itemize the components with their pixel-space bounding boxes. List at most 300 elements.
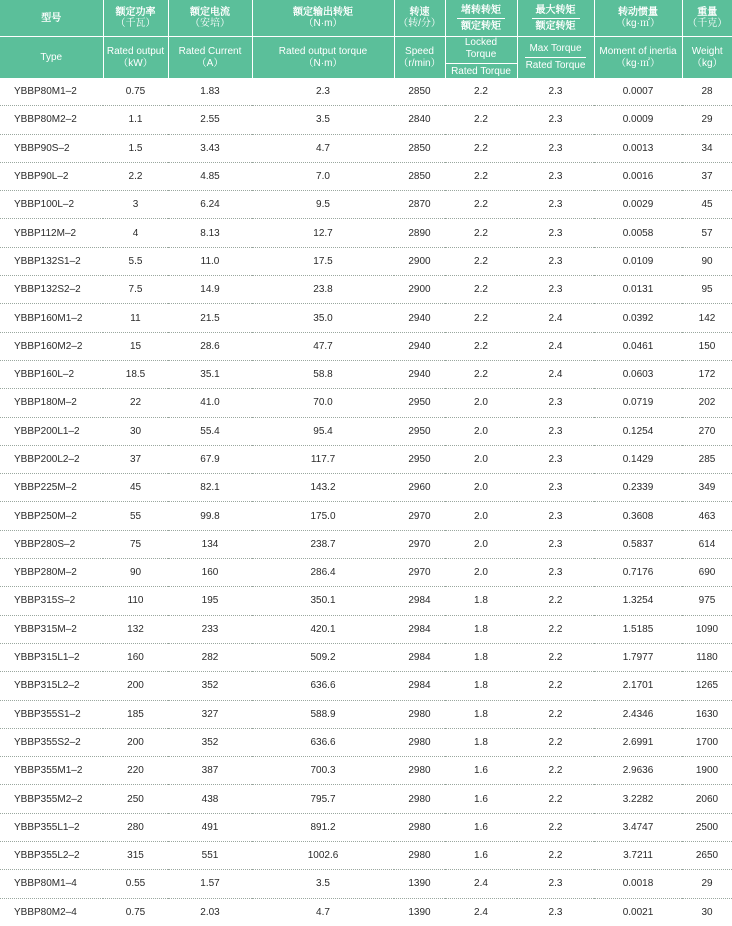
header-cn-moment-of-inertia-unit: （kg·㎡）: [616, 18, 660, 29]
cell-speed: 2940: [394, 360, 445, 388]
table-body: [0, 78, 732, 926]
cell-weight: 463: [682, 502, 732, 530]
cell-type: YBBP100L–2: [0, 191, 103, 219]
cell-type: YBBP280M–2: [0, 559, 103, 587]
cell-locked-torque-ratio: 1.8: [445, 700, 517, 728]
cell-locked-torque-ratio: 2.0: [445, 559, 517, 587]
header-cn-type-label: 型号: [41, 12, 62, 24]
table-row: [0, 445, 732, 473]
cell-rated-current: 14.9: [168, 276, 252, 304]
cell-rated-current: 491: [168, 813, 252, 841]
cell-rated-current: 21.5: [168, 304, 252, 332]
cell-locked-torque-ratio: 1.6: [445, 813, 517, 841]
cell-speed: 2980: [394, 842, 445, 870]
cell-rated-output-torque: 286.4: [252, 559, 394, 587]
cell-locked-torque-ratio: 1.8: [445, 587, 517, 615]
header-cn-locked-torque-ratio-denominator: 额定转矩: [461, 20, 501, 32]
cell-rated-output: 30: [103, 417, 168, 445]
cell-speed: 2984: [394, 615, 445, 643]
cell-max-torque-ratio: 2.3: [517, 559, 594, 587]
cell-max-torque-ratio: 2.4: [517, 360, 594, 388]
cell-max-torque-ratio: 2.4: [517, 304, 594, 332]
table-row: [0, 78, 732, 106]
cell-locked-torque-ratio: 2.2: [445, 332, 517, 360]
cell-max-torque-ratio: 2.3: [517, 276, 594, 304]
header-en-max-torque-ratio: [517, 37, 594, 79]
cell-moment-of-inertia: 0.0058: [594, 219, 682, 247]
cell-rated-current: 11.0: [168, 247, 252, 275]
cell-rated-current: 282: [168, 643, 252, 671]
cell-max-torque-ratio: 2.3: [517, 106, 594, 134]
cell-weight: 2500: [682, 813, 732, 841]
cell-rated-output: 75: [103, 530, 168, 558]
header-cn-max-torque-ratio-numerator: 最大转矩: [532, 5, 580, 19]
table-row: [0, 106, 732, 134]
cell-locked-torque-ratio: 2.0: [445, 417, 517, 445]
cell-rated-current: 352: [168, 672, 252, 700]
cell-rated-output: 55: [103, 502, 168, 530]
header-cn-moment-of-inertia-label: 转动惯量: [618, 7, 658, 18]
table-row: [0, 502, 732, 530]
cell-weight: 28: [682, 78, 732, 106]
cell-locked-torque-ratio: 2.2: [445, 247, 517, 275]
header-row-en: [0, 37, 732, 79]
cell-type: YBBP132S1–2: [0, 247, 103, 275]
cell-max-torque-ratio: 2.3: [517, 191, 594, 219]
cell-moment-of-inertia: 0.0461: [594, 332, 682, 360]
cell-max-torque-ratio: 2.3: [517, 530, 594, 558]
cell-speed: 2950: [394, 389, 445, 417]
table-row: [0, 643, 732, 671]
cell-weight: 1900: [682, 757, 732, 785]
cell-moment-of-inertia: 1.3254: [594, 587, 682, 615]
cell-weight: 30: [701, 906, 713, 918]
cell-rated-output-torque: 58.8: [252, 360, 394, 388]
cell-rated-output-torque: 509.2: [252, 643, 394, 671]
cell-rated-output-torque: 95.4: [252, 417, 394, 445]
cell-weight: 690: [682, 559, 732, 587]
cell-rated-output-torque: 23.8: [252, 276, 394, 304]
cell-rated-current: 134: [168, 530, 252, 558]
header-cn-weight: [682, 0, 732, 37]
cell-rated-output-torque: 1002.6: [252, 842, 394, 870]
cell-locked-torque-ratio: 1.8: [445, 643, 517, 671]
cell-rated-current: 55.4: [168, 417, 252, 445]
cell-rated-output-torque: 2.3: [252, 78, 394, 106]
cell-type: YBBP80M1–4: [0, 870, 103, 898]
header-en-rated-current: [168, 37, 252, 79]
table-row: [0, 728, 732, 756]
table-header: [0, 0, 732, 78]
cell-weight: 614: [682, 530, 732, 558]
cell-max-torque-ratio: 2.3: [548, 906, 563, 918]
cell-speed: 2980: [394, 757, 445, 785]
cell-weight: 29: [682, 106, 732, 134]
cell-moment-of-inertia: 0.0719: [594, 389, 682, 417]
header-en-rated-output-unit: （kW）: [118, 57, 153, 69]
table-row: [0, 559, 732, 587]
cell-rated-output-torque: 420.1: [252, 615, 394, 643]
cell-type: YBBP355S2–2: [0, 728, 103, 756]
table-row: [0, 474, 732, 502]
cell-max-torque-ratio: 2.3: [517, 134, 594, 162]
cell-rated-output: 0.75: [125, 906, 146, 918]
cell-moment-of-inertia: 1.7977: [594, 643, 682, 671]
header-en-moment-of-inertia: [594, 37, 682, 79]
table-row: [0, 813, 732, 841]
cell-rated-output-torque: 7.0: [252, 162, 394, 190]
cell-max-torque-ratio: 2.3: [517, 78, 594, 106]
cell-rated-output-torque: 3.5: [252, 870, 394, 898]
cell-speed: 2984: [394, 672, 445, 700]
cell-max-torque-ratio: 2.2: [517, 785, 594, 813]
header-en-rated-current-label: Rated Current: [178, 45, 242, 57]
cell-max-torque-ratio: 2.2: [517, 813, 594, 841]
cell-rated-output-torque: 636.6: [252, 672, 394, 700]
header-en-speed-unit: （r/min）: [398, 57, 441, 69]
cell-weight: 270: [682, 417, 732, 445]
header-cn-speed: [394, 0, 445, 37]
header-en-locked-torque-ratio-denominator: Rated Torque: [451, 66, 511, 77]
table-row: [0, 162, 732, 190]
cell-moment-of-inertia: 0.0603: [594, 360, 682, 388]
cell-speed: 2980: [394, 785, 445, 813]
cell-moment-of-inertia: 0.0131: [594, 276, 682, 304]
table-row: [0, 389, 732, 417]
cell-locked-torque-ratio: 2.0: [445, 530, 517, 558]
header-cn-rated-output-torque: [252, 0, 394, 37]
cell-rated-output-torque: 350.1: [252, 587, 394, 615]
cell-rated-output: 37: [103, 445, 168, 473]
header-cn-rated-output-label: 额定功率: [115, 7, 156, 18]
cell-rated-output: 45: [103, 474, 168, 502]
cell-speed: 2970: [394, 559, 445, 587]
cell-max-torque-ratio: 2.3: [517, 445, 594, 473]
table-row: [0, 247, 732, 275]
table-row: [0, 191, 732, 219]
cell-weight: 95: [682, 276, 732, 304]
header-cn-rated-output-unit: （千瓦）: [115, 18, 156, 29]
cell-weight: 34: [682, 134, 732, 162]
cell-locked-torque-ratio: 2.2: [445, 106, 517, 134]
cell-moment-of-inertia: 0.0016: [594, 162, 682, 190]
cell-weight: 285: [682, 445, 732, 473]
cell-rated-current: 28.6: [168, 332, 252, 360]
cell-type: YBBP355L1–2: [0, 813, 103, 841]
cell-moment-of-inertia: 0.0109: [594, 247, 682, 275]
cell-rated-output: 0.55: [103, 870, 168, 898]
cell-type: YBBP355M2–2: [0, 785, 103, 813]
cell-weight: 29: [682, 870, 732, 898]
header-row-cn: [0, 0, 732, 37]
cell-type: YBBP160L–2: [0, 360, 103, 388]
header-cn-moment-of-inertia: [594, 0, 682, 37]
cell-moment-of-inertia: 0.3608: [594, 502, 682, 530]
cell-moment-of-inertia: 0.0029: [594, 191, 682, 219]
cell-rated-output: 22: [103, 389, 168, 417]
cell-speed: 2850: [394, 134, 445, 162]
cell-weight: 142: [682, 304, 732, 332]
cell-weight: 202: [682, 389, 732, 417]
cell-rated-output: 18.5: [103, 360, 168, 388]
cell-locked-torque-ratio: 1.8: [445, 728, 517, 756]
cell-locked-torque-ratio: 2.4: [474, 906, 488, 918]
cell-rated-output-torque: 891.2: [252, 813, 394, 841]
table-row: [0, 700, 732, 728]
cell-locked-torque-ratio: 2.0: [445, 502, 517, 530]
header-cn-rated-current-unit: （安培）: [190, 18, 230, 29]
header-cn-rated-current-label: 额定电流: [190, 7, 230, 18]
cell-moment-of-inertia: 3.4747: [594, 813, 682, 841]
cell-speed: 2970: [394, 530, 445, 558]
cell-rated-current: 352: [168, 728, 252, 756]
cell-locked-torque-ratio: 2.2: [445, 162, 517, 190]
cell-rated-output-torque: 175.0: [252, 502, 394, 530]
cell-type: YBBP315L1–2: [0, 643, 103, 671]
table-row: [0, 842, 732, 870]
header-cn-speed-unit: （转/分）: [398, 18, 441, 29]
cell-type: YBBP315L2–2: [0, 672, 103, 700]
cell-weight: 45: [682, 191, 732, 219]
cell-moment-of-inertia: 0.0021: [622, 906, 654, 918]
cell-rated-current: 41.0: [168, 389, 252, 417]
header-cn-rated-output-torque-unit: （N·m）: [303, 18, 343, 29]
header-en-locked-torque-ratio: [445, 37, 517, 79]
cell-moment-of-inertia: 0.2339: [594, 474, 682, 502]
cell-moment-of-inertia: 0.0007: [594, 78, 682, 106]
cell-rated-output: 250: [103, 785, 168, 813]
cell-speed: 2970: [394, 502, 445, 530]
cell-moment-of-inertia: 2.1701: [594, 672, 682, 700]
header-en-rated-output-torque-unit: （N·m）: [303, 57, 343, 69]
cell-locked-torque-ratio: 1.8: [445, 672, 517, 700]
cell-moment-of-inertia: 2.6991: [594, 728, 682, 756]
cell-weight: 1700: [682, 728, 732, 756]
cell-rated-output: 110: [103, 587, 168, 615]
header-cn-rated-output: [103, 0, 168, 37]
cell-type: YBBP315M–2: [0, 615, 103, 643]
cell-locked-torque-ratio: 2.2: [445, 78, 517, 106]
cell-speed: 2950: [394, 445, 445, 473]
cell-type: YBBP180M–2: [0, 389, 103, 417]
cell-moment-of-inertia: 0.5837: [594, 530, 682, 558]
cell-rated-output: 280: [103, 813, 168, 841]
cell-type: YBBP160M1–2: [0, 304, 103, 332]
cell-weight: 349: [682, 474, 732, 502]
cell-max-torque-ratio: 2.2: [517, 615, 594, 643]
cell-speed: 2950: [394, 417, 445, 445]
cell-weight: 90: [682, 247, 732, 275]
cell-type: YBBP280S–2: [0, 530, 103, 558]
cell-type: YBBP315S–2: [0, 587, 103, 615]
cell-type: YBBP355L2–2: [0, 842, 103, 870]
cell-weight: 1090: [682, 615, 732, 643]
header-en-type-label: Type: [40, 51, 63, 63]
cell-rated-output-torque: 4.7: [316, 906, 330, 918]
cell-type: YBBP132S2–2: [0, 276, 103, 304]
cell-rated-output: 3: [103, 191, 168, 219]
cell-rated-current: 2.03: [200, 906, 220, 918]
header-en-weight-label: Weight: [691, 45, 723, 57]
header-en-rated-output-label: Rated output: [106, 45, 165, 57]
cell-moment-of-inertia: 3.2282: [594, 785, 682, 813]
cell-locked-torque-ratio: 1.6: [445, 757, 517, 785]
cell-rated-current: 6.24: [168, 191, 252, 219]
table-row: [0, 870, 732, 898]
table-row: [0, 360, 732, 388]
cell-max-torque-ratio: 2.3: [517, 389, 594, 417]
cell-max-torque-ratio: 2.2: [517, 757, 594, 785]
cell-speed: 2984: [394, 643, 445, 671]
cell-locked-torque-ratio: 2.0: [445, 445, 517, 473]
cell-rated-output: 0.75: [103, 78, 168, 106]
cell-rated-output-torque: 17.5: [252, 247, 394, 275]
cell-rated-output: 1.5: [103, 134, 168, 162]
cell-rated-current: 3.43: [168, 134, 252, 162]
cell-rated-output: 11: [103, 304, 168, 332]
cell-rated-output-torque: 238.7: [252, 530, 394, 558]
cell-type: YBBP80M2–4: [14, 906, 77, 918]
cell-rated-output: 200: [103, 728, 168, 756]
table-row: [0, 615, 732, 643]
header-cn-locked-torque-ratio: [445, 0, 517, 37]
cell-max-torque-ratio: 2.2: [517, 587, 594, 615]
header-cn-weight-unit: （千克）: [687, 18, 728, 29]
cell-weight: 57: [682, 219, 732, 247]
header-en-max-torque-ratio-numerator: Max Torque: [525, 43, 585, 58]
table-row: [0, 276, 732, 304]
cell-rated-output: 220: [103, 757, 168, 785]
table-row: [0, 332, 732, 360]
cell-rated-output: 5.5: [103, 247, 168, 275]
cell-speed: 2850: [394, 162, 445, 190]
cell-weight: 37: [682, 162, 732, 190]
cell-max-torque-ratio: 2.2: [517, 842, 594, 870]
header-en-speed-label: Speed: [405, 45, 434, 57]
cell-moment-of-inertia: 0.0392: [594, 304, 682, 332]
cell-rated-current: 327: [168, 700, 252, 728]
cell-speed: 1390: [394, 870, 445, 898]
cell-locked-torque-ratio: 2.0: [445, 389, 517, 417]
cell-rated-output-torque: 3.5: [252, 106, 394, 134]
cell-rated-current: 99.8: [168, 502, 252, 530]
cell-speed: 2850: [394, 78, 445, 106]
cell-locked-torque-ratio: 2.2: [445, 360, 517, 388]
header-cn-speed-label: 转速: [409, 7, 430, 18]
cell-rated-current: 2.55: [168, 106, 252, 134]
header-cn-rated-current: [168, 0, 252, 37]
cell-type: YBBP160M2–2: [0, 332, 103, 360]
cell-moment-of-inertia: 2.4346: [594, 700, 682, 728]
cell-rated-current: 35.1: [168, 360, 252, 388]
cell-speed: 2840: [394, 106, 445, 134]
cell-speed: 2900: [394, 247, 445, 275]
cell-locked-torque-ratio: 2.2: [445, 191, 517, 219]
cell-rated-output-torque: 636.6: [252, 728, 394, 756]
cell-speed: 2980: [394, 813, 445, 841]
cell-weight: 2650: [682, 842, 732, 870]
cell-max-torque-ratio: 2.3: [517, 870, 594, 898]
cell-rated-output: 15: [103, 332, 168, 360]
cell-rated-current: 67.9: [168, 445, 252, 473]
cell-rated-output-torque: 117.7: [252, 445, 394, 473]
cell-rated-current: 551: [168, 842, 252, 870]
cell-speed: 2960: [394, 474, 445, 502]
cell-rated-output: 200: [103, 672, 168, 700]
cell-moment-of-inertia: 0.1254: [594, 417, 682, 445]
header-cn-max-torque-ratio-denominator: 额定转矩: [535, 20, 576, 32]
cell-rated-current: 8.13: [168, 219, 252, 247]
cell-speed: 2980: [394, 700, 445, 728]
table-row: [0, 898, 732, 926]
cell-locked-torque-ratio: 2.2: [445, 219, 517, 247]
cell-type: YBBP90S–2: [0, 134, 103, 162]
header-cn-locked-torque-ratio-numerator: 堵转转矩: [457, 5, 505, 19]
cell-rated-current: 195: [168, 587, 252, 615]
cell-speed: 2940: [394, 304, 445, 332]
cell-speed: 2870: [394, 191, 445, 219]
cell-rated-output-torque: 47.7: [252, 332, 394, 360]
cell-type: YBBP90L–2: [0, 162, 103, 190]
cell-max-torque-ratio: 2.3: [517, 417, 594, 445]
cell-rated-output-torque: 588.9: [252, 700, 394, 728]
header-en-rated-output: [103, 37, 168, 79]
cell-rated-current: 438: [168, 785, 252, 813]
cell-type: YBBP200L2–2: [0, 445, 103, 473]
cell-moment-of-inertia: 3.7211: [594, 842, 682, 870]
table-row: [0, 417, 732, 445]
cell-rated-current: 233: [168, 615, 252, 643]
cell-speed: 1390: [408, 906, 431, 918]
cell-max-torque-ratio: 2.2: [517, 672, 594, 700]
cell-locked-torque-ratio: 2.0: [445, 474, 517, 502]
cell-rated-current: 387: [168, 757, 252, 785]
cell-weight: 2060: [682, 785, 732, 813]
cell-weight: 1630: [682, 700, 732, 728]
cell-rated-current: 1.57: [168, 870, 252, 898]
cell-rated-output: 2.2: [103, 162, 168, 190]
cell-rated-output: 1.1: [103, 106, 168, 134]
cell-max-torque-ratio: 2.3: [517, 247, 594, 275]
cell-rated-output-torque: 35.0: [252, 304, 394, 332]
cell-rated-output-torque: 70.0: [252, 389, 394, 417]
header-en-rated-output-torque-label: Rated output torque: [278, 45, 368, 57]
cell-locked-torque-ratio: 2.2: [445, 134, 517, 162]
header-cn-weight-label: 重量: [697, 7, 718, 18]
cell-locked-torque-ratio: 2.4: [445, 870, 517, 898]
table-row: [0, 134, 732, 162]
cell-rated-output-torque: 12.7: [252, 219, 394, 247]
cell-moment-of-inertia: 0.0009: [594, 106, 682, 134]
table-row: [0, 785, 732, 813]
cell-max-torque-ratio: 2.3: [517, 162, 594, 190]
cell-weight: 975: [682, 587, 732, 615]
cell-type: YBBP355M1–2: [0, 757, 103, 785]
cell-locked-torque-ratio: 1.6: [445, 842, 517, 870]
cell-speed: 2900: [394, 276, 445, 304]
cell-speed: 2890: [394, 219, 445, 247]
cell-locked-torque-ratio: 1.8: [445, 615, 517, 643]
cell-moment-of-inertia: 0.0013: [594, 134, 682, 162]
table-row: [0, 757, 732, 785]
table-row: [0, 530, 732, 558]
cell-speed: 2940: [394, 332, 445, 360]
cell-type: YBBP225M–2: [0, 474, 103, 502]
cell-rated-output-torque: 4.7: [252, 134, 394, 162]
header-en-rated-output-torque: [252, 37, 394, 79]
cell-moment-of-inertia: 1.5185: [594, 615, 682, 643]
cell-rated-current: 82.1: [168, 474, 252, 502]
